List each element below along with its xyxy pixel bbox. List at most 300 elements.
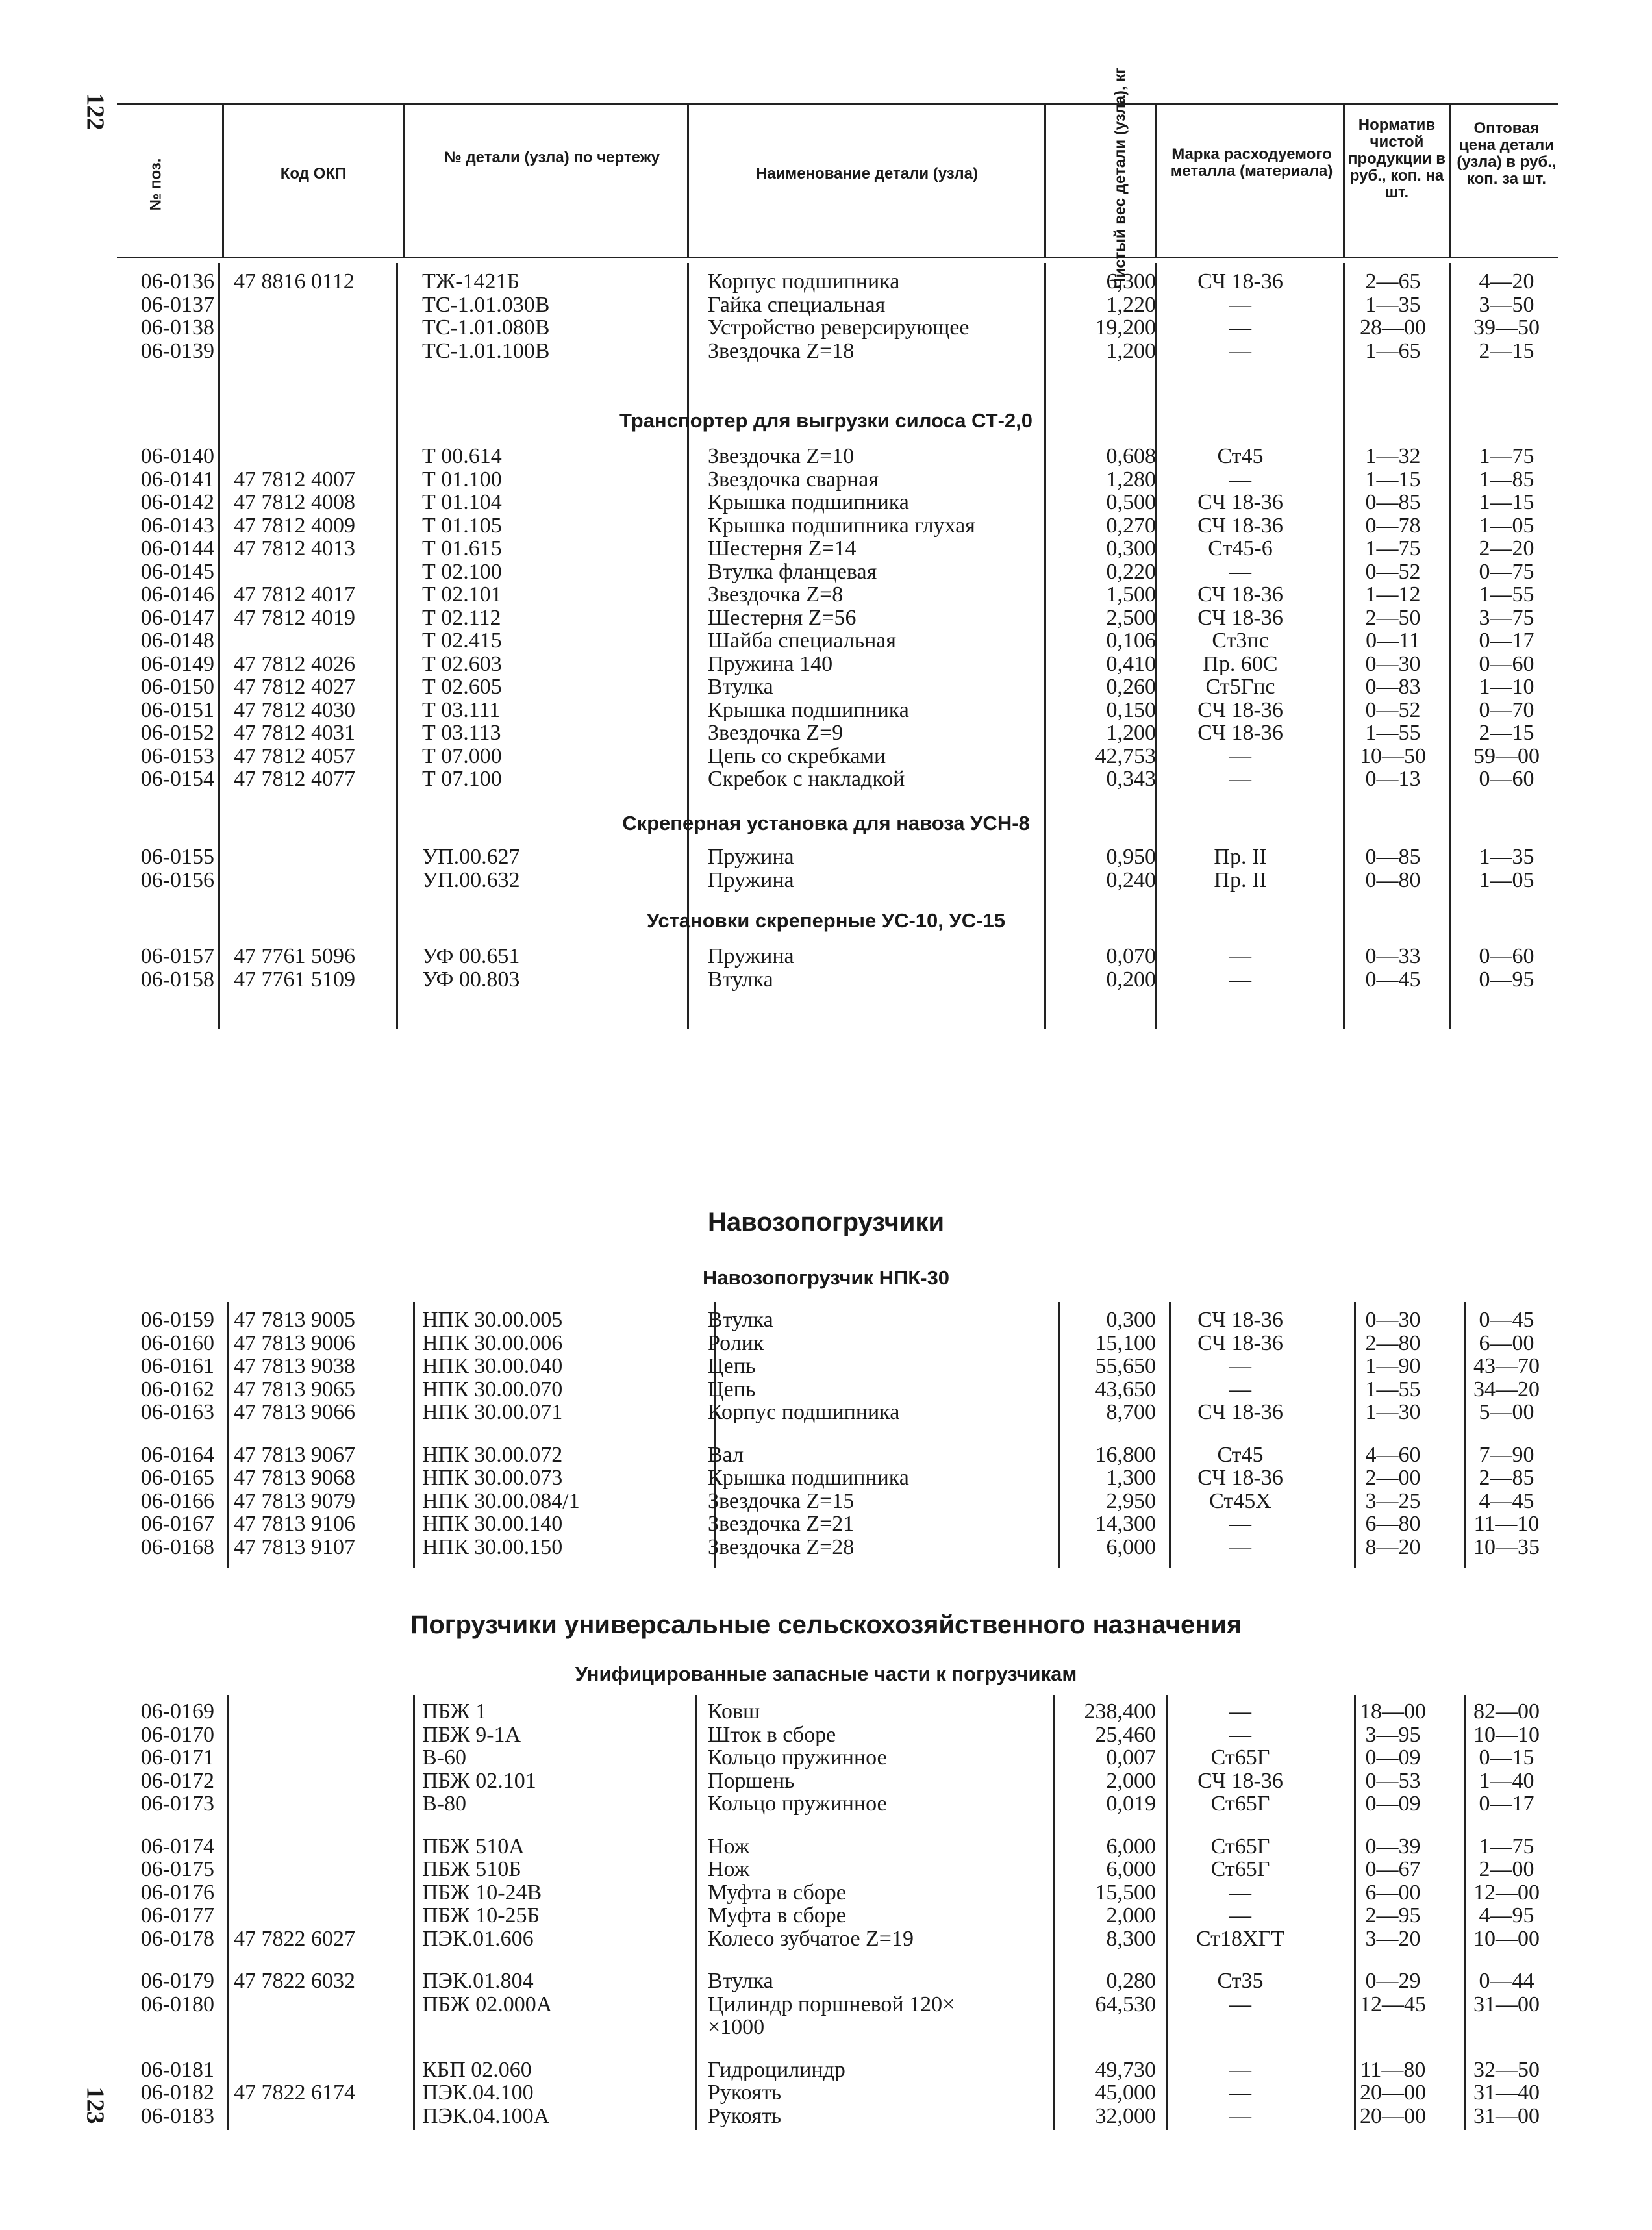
wholesale-price: 10—00 [1473, 1926, 1540, 1951]
header-norm: Норматив чистой продукции в руб., коп. на шт. [1347, 116, 1446, 201]
net-weight: 0,106 [1106, 629, 1156, 653]
part-name: Звездочка Z=28 [708, 1535, 855, 1559]
table-row [0, 945, 1652, 968]
part-name: Втулка [708, 1308, 773, 1332]
position-number: 06-0151 [140, 697, 214, 722]
norm-value: 12—45 [1360, 1992, 1426, 2016]
position-number: 06-0181 [140, 2057, 214, 2082]
table-row [0, 340, 1652, 363]
part-name: Кольцо пружинное [708, 1792, 887, 1816]
wholesale-price: 0—15 [1479, 1746, 1534, 1770]
position-number: 06-0149 [140, 651, 214, 676]
wholesale-price: 2—15 [1479, 721, 1534, 745]
wholesale-price: 6—00 [1479, 1331, 1534, 1355]
header-price: Оптовая цена детали (узла) в руб., коп. за шт. [1457, 119, 1557, 188]
okp-code: 47 7813 9065 [234, 1377, 355, 1401]
wholesale-price: 1—05 [1479, 868, 1534, 892]
part-name: Шестерня Z=56 [708, 605, 857, 630]
net-weight: 0,240 [1106, 868, 1156, 892]
net-weight: 16,800 [1095, 1442, 1156, 1467]
detail-number: ПБЖ 1 [422, 1699, 487, 1723]
position-number: 06-0167 [140, 1512, 214, 1536]
table-row [0, 1378, 1652, 1401]
table-row [0, 1858, 1652, 1881]
table-row [0, 2105, 1652, 2128]
part-name: Цепь [708, 1377, 756, 1401]
position-number: 06-0158 [140, 967, 214, 992]
detail-number: В-60 [422, 1746, 466, 1770]
header-top-rule [117, 103, 1558, 105]
wholesale-price: 3—50 [1479, 292, 1534, 317]
page-number-bottom: 123 [81, 2086, 109, 2124]
wholesale-price: 0—44 [1479, 1969, 1534, 1993]
detail-number: Т 07.100 [422, 767, 502, 791]
position-number: 06-0155 [140, 845, 214, 869]
wholesale-price: 1—55 [1479, 583, 1534, 607]
norm-value: 1—90 [1365, 1354, 1421, 1378]
wholesale-price: 12—00 [1473, 1880, 1540, 1905]
table-row [0, 1512, 1652, 1536]
okp-code: 47 7813 9068 [234, 1466, 355, 1490]
net-weight: 6,000 [1106, 1857, 1156, 1881]
norm-value: 1—15 [1365, 467, 1421, 492]
wholesale-price: 43—70 [1473, 1354, 1540, 1378]
part-name: Пружина 140 [708, 651, 833, 676]
position-number: 06-0138 [140, 316, 214, 340]
detail-number: Т 07.000 [422, 744, 502, 768]
norm-value: 2—00 [1365, 1466, 1421, 1490]
detail-number: УФ 00.651 [422, 944, 520, 968]
net-weight: 8,300 [1106, 1926, 1156, 1951]
wholesale-price: 0—60 [1479, 944, 1534, 968]
material-grade: — [1229, 1903, 1251, 1927]
norm-value: 1—35 [1365, 292, 1421, 317]
net-weight: 45,000 [1095, 2081, 1156, 2105]
detail-number: Т 01.105 [422, 513, 502, 538]
wholesale-price: 1—85 [1479, 467, 1534, 492]
position-number: 06-0170 [140, 1722, 214, 1747]
material-grade: Ст5Гпс [1205, 675, 1275, 699]
norm-value: 0—52 [1365, 559, 1421, 584]
part-name: Нож [708, 1834, 750, 1859]
norm-value: 0—45 [1365, 967, 1421, 992]
detail-number: ТС-1.01.100В [422, 338, 550, 363]
part-name: Пружина [708, 845, 794, 869]
header-weight: Чистый вес детали (узла), кг [1111, 67, 1129, 289]
table-row [0, 1970, 1652, 1993]
part-name: Рукоять [708, 2103, 782, 2128]
wholesale-price: 1—75 [1479, 444, 1534, 468]
okp-code: 47 7813 9066 [234, 1400, 355, 1424]
position-number: 06-0176 [140, 1880, 214, 1905]
detail-number: Т 02.100 [422, 559, 502, 584]
detail-number: Т 02.112 [422, 605, 501, 630]
net-weight: 2,000 [1106, 1768, 1156, 1793]
material-grade: — [1229, 559, 1251, 584]
wholesale-price: 39—50 [1473, 316, 1540, 340]
wholesale-price: 34—20 [1473, 1377, 1540, 1401]
detail-number: Т 03.111 [422, 697, 501, 722]
net-weight: 238,400 [1084, 1699, 1156, 1723]
parts-group-5 [0, 1700, 1652, 2127]
material-grade: — [1229, 1377, 1251, 1401]
table-row [0, 1490, 1652, 1513]
material-grade: Пр. II [1214, 845, 1267, 869]
norm-value: 0—30 [1365, 1308, 1421, 1332]
material-grade: СЧ 18-36 [1197, 1400, 1283, 1424]
net-weight: 6,000 [1106, 1535, 1156, 1559]
position-number: 06-0136 [140, 269, 214, 294]
wholesale-price: 4—45 [1479, 1488, 1534, 1513]
position-number: 06-0162 [140, 1377, 214, 1401]
material-grade: — [1229, 1535, 1251, 1559]
table-row [0, 2016, 1652, 2039]
material-grade: СЧ 18-36 [1197, 721, 1283, 745]
material-grade: Ст45-6 [1208, 536, 1273, 560]
norm-value: 6—80 [1365, 1512, 1421, 1536]
material-grade: Пр. 60С [1203, 651, 1278, 676]
parts-group-2 [0, 846, 1652, 892]
detail-number: ТЖ-1421Б [422, 269, 520, 294]
okp-code: 47 7813 9107 [234, 1535, 355, 1559]
wholesale-price: 0—17 [1479, 629, 1534, 653]
detail-number: ПБЖ 02.000А [422, 1992, 553, 2016]
position-number: 06-0152 [140, 721, 214, 745]
material-grade: — [1229, 316, 1251, 340]
material-grade: Ст45 [1217, 1442, 1264, 1467]
net-weight: 0,150 [1106, 697, 1156, 722]
wholesale-price: 0—60 [1479, 651, 1534, 676]
okp-code: 47 7812 4008 [234, 490, 355, 514]
wholesale-price: 0—70 [1479, 697, 1534, 722]
table-row [0, 294, 1652, 317]
table-row [0, 1770, 1652, 1793]
page-number-top: 122 [81, 93, 109, 131]
table-row [0, 869, 1652, 892]
table-row [0, 745, 1652, 768]
net-weight: 15,100 [1095, 1331, 1156, 1355]
position-number: 06-0173 [140, 1792, 214, 1816]
table-row [0, 270, 1652, 294]
norm-value: 2—50 [1365, 605, 1421, 630]
parts-group-0 [0, 270, 1652, 362]
part-name: Втулка [708, 967, 773, 992]
okp-code: 47 7813 9106 [234, 1512, 355, 1536]
wholesale-price: 1—10 [1479, 675, 1534, 699]
position-number: 06-0179 [140, 1969, 214, 1993]
net-weight: 0,070 [1106, 944, 1156, 968]
detail-number: ПЭК.04.100А [422, 2103, 550, 2128]
header-divider [403, 104, 405, 257]
wholesale-price: 31—00 [1473, 1992, 1540, 2016]
part-name: Шайба специальная [708, 629, 897, 653]
net-weight: 25,460 [1095, 1722, 1156, 1747]
norm-value: 1—75 [1365, 536, 1421, 560]
wholesale-price: 1—35 [1479, 845, 1534, 869]
okp-code: 47 7761 5109 [234, 967, 355, 992]
wholesale-price: 3—75 [1479, 605, 1534, 630]
net-weight: 0,500 [1106, 490, 1156, 514]
header-pos: № поз. [147, 158, 165, 211]
detail-number: ТС-1.01.080В [422, 316, 550, 340]
position-number: 06-0178 [140, 1926, 214, 1951]
material-grade: Ст3пс [1212, 629, 1269, 653]
net-weight: 15,500 [1095, 1880, 1156, 1905]
norm-value: 0—85 [1365, 490, 1421, 514]
net-weight: 1,300 [1106, 1466, 1156, 1490]
position-number: 06-0160 [140, 1331, 214, 1355]
position-number: 06-0146 [140, 583, 214, 607]
okp-code: 47 7813 9079 [234, 1488, 355, 1513]
material-grade: СЧ 18-36 [1197, 1308, 1283, 1332]
detail-number: НПК 30.00.140 [422, 1512, 563, 1536]
header-divider [1449, 104, 1451, 257]
detail-number: НПК 30.00.073 [422, 1466, 563, 1490]
table-row [0, 653, 1652, 676]
part-name: Звездочка Z=15 [708, 1488, 855, 1513]
part-name: Цепь [708, 1354, 756, 1378]
part-name: Корпус подшипника [708, 269, 900, 294]
position-number: 06-0157 [140, 944, 214, 968]
okp-code: 47 7812 4009 [234, 513, 355, 538]
wholesale-price: 0—45 [1479, 1308, 1534, 1332]
part-name: Крышка подшипника [708, 490, 909, 514]
detail-number: Т 03.113 [422, 721, 501, 745]
wholesale-price: 0—17 [1479, 1792, 1534, 1816]
material-grade: Ст65Г [1210, 1792, 1270, 1816]
detail-number: ПБЖ 9-1А [422, 1722, 521, 1747]
table-row [0, 1700, 1652, 1723]
net-weight: 8,700 [1106, 1400, 1156, 1424]
table-row [0, 1792, 1652, 1816]
net-weight: 1,220 [1106, 292, 1156, 317]
detail-number: Т 02.101 [422, 583, 502, 607]
material-grade: Ст65Г [1210, 1746, 1270, 1770]
table-row [0, 2081, 1652, 2105]
wholesale-price: 0—60 [1479, 767, 1534, 791]
net-weight: 0,300 [1106, 1308, 1156, 1332]
net-weight: 0,270 [1106, 513, 1156, 538]
position-number: 06-0183 [140, 2103, 214, 2128]
part-name: Вал [708, 1442, 744, 1467]
net-weight: 64,530 [1095, 1992, 1156, 2016]
material-grade: — [1229, 2081, 1251, 2105]
okp-code: 47 7812 4030 [234, 697, 355, 722]
part-name: Ролик [708, 1331, 764, 1355]
position-number: 06-0169 [140, 1699, 214, 1723]
material-grade: СЧ 18-36 [1197, 697, 1283, 722]
material-grade: СЧ 18-36 [1197, 490, 1283, 514]
norm-value: 4—60 [1365, 1442, 1421, 1467]
detail-number: ПБЖ 510Б [422, 1857, 521, 1881]
norm-value: 3—25 [1365, 1488, 1421, 1513]
table-row [0, 514, 1652, 538]
net-weight: 6,000 [1106, 1834, 1156, 1859]
wholesale-price: 1—05 [1479, 513, 1534, 538]
wholesale-price: 2—20 [1479, 536, 1534, 560]
net-weight: 0,019 [1106, 1792, 1156, 1816]
wholesale-price: 2—15 [1479, 338, 1534, 363]
material-grade: — [1229, 1512, 1251, 1536]
detail-number: НПК 30.00.006 [422, 1331, 563, 1355]
header-okp: Код ОКП [280, 165, 347, 182]
part-name: Муфта в сборе [708, 1880, 846, 1905]
norm-value: 2—95 [1365, 1903, 1421, 1927]
parts-group-1 [0, 445, 1652, 791]
norm-value: 20—00 [1360, 2103, 1426, 2128]
norm-value: 0—80 [1365, 868, 1421, 892]
norm-value: 1—30 [1365, 1400, 1421, 1424]
detail-number: УФ 00.803 [422, 967, 520, 992]
detail-number: Т 02.415 [422, 629, 502, 653]
part-name: Втулка [708, 675, 773, 699]
position-number: 06-0142 [140, 490, 214, 514]
norm-value: 11—80 [1360, 2057, 1426, 2082]
okp-code: 47 7813 9006 [234, 1331, 355, 1355]
material-grade: СЧ 18-36 [1197, 269, 1283, 294]
net-weight: 1,200 [1106, 721, 1156, 745]
norm-value: 0—11 [1366, 629, 1420, 653]
detail-number: Т 02.603 [422, 651, 502, 676]
norm-value: 1—55 [1365, 721, 1421, 745]
table-row [0, 1332, 1652, 1355]
part-name: Втулка фланцевая [708, 559, 877, 584]
table-row [0, 1723, 1652, 1747]
net-weight: 0,410 [1106, 651, 1156, 676]
material-grade: Ст18ХГТ [1195, 1926, 1285, 1951]
part-name: Звездочка сварная [708, 467, 879, 492]
okp-code: 47 7812 4027 [234, 675, 355, 699]
okp-code: 47 7822 6032 [234, 1969, 355, 1993]
net-weight: 0,260 [1106, 675, 1156, 699]
net-weight: 0,343 [1106, 767, 1156, 791]
part-name: Устройство реверсирующее [708, 316, 970, 340]
detail-number: ПБЖ 510А [422, 1834, 525, 1859]
position-number: 06-0141 [140, 467, 214, 492]
net-weight: 0,950 [1106, 845, 1156, 869]
header-detail-no: № детали (узла) по чертежу [444, 149, 660, 166]
part-name: Гайка специальная [708, 292, 886, 317]
net-weight: 0,220 [1106, 559, 1156, 584]
detail-number: В-80 [422, 1792, 466, 1816]
wholesale-price: 10—10 [1473, 1722, 1540, 1747]
header-divider [1155, 104, 1157, 257]
part-name: Шестерня Z=14 [708, 536, 857, 560]
okp-code: 47 7813 9067 [234, 1442, 355, 1467]
section-subtitle: Унифицированные запасные части к погрузчикам [575, 1662, 1077, 1685]
material-grade: — [1229, 944, 1251, 968]
position-number: 06-0165 [140, 1466, 214, 1490]
part-name: Гидроцилиндр [708, 2057, 845, 2082]
norm-value: 0—30 [1365, 651, 1421, 676]
norm-value: 6—00 [1365, 1880, 1421, 1905]
okp-code: 47 7812 4019 [234, 605, 355, 630]
position-number: 06-0174 [140, 1834, 214, 1859]
norm-value: 2—65 [1365, 269, 1421, 294]
norm-value: 1—32 [1365, 444, 1421, 468]
norm-value: 1—65 [1365, 338, 1421, 363]
position-number: 06-0147 [140, 605, 214, 630]
norm-value: 0—09 [1365, 1746, 1421, 1770]
section-subtitle: Навозопогрузчик НПК-30 [702, 1266, 950, 1289]
table-row [0, 846, 1652, 869]
detail-number: НПК 30.00.084/1 [422, 1488, 580, 1513]
position-number: 06-0172 [140, 1768, 214, 1793]
part-name: Крышка подшипника [708, 1466, 909, 1490]
norm-value: 0—39 [1365, 1834, 1421, 1859]
material-grade: СЧ 18-36 [1197, 1466, 1283, 1490]
part-name: Муфта в сборе [708, 1903, 846, 1927]
net-weight: 32,000 [1095, 2103, 1156, 2128]
net-weight: 0,280 [1106, 1969, 1156, 1993]
okp-code: 47 7812 4031 [234, 721, 355, 745]
part-name: Пружина [708, 868, 794, 892]
norm-value: 2—80 [1365, 1331, 1421, 1355]
norm-value: 3—20 [1365, 1926, 1421, 1951]
part-name: Колесо зубчатое Z=19 [708, 1926, 914, 1951]
header-divider [1343, 104, 1345, 257]
okp-code: 47 7812 4013 [234, 536, 355, 560]
detail-number: НПК 30.00.071 [422, 1400, 563, 1424]
position-number: 06-0150 [140, 675, 214, 699]
net-weight: 1,200 [1106, 338, 1156, 363]
section-title: Навозопогрузчики [707, 1208, 945, 1236]
detail-number: ПБЖ 10-24В [422, 1880, 542, 1905]
wholesale-price: 32—50 [1473, 2057, 1540, 2082]
material-grade: — [1229, 967, 1251, 992]
detail-number: ПБЖ 10-25Б [422, 1903, 540, 1927]
net-weight: 49,730 [1095, 2057, 1156, 2082]
detail-number: ТС-1.01.030В [422, 292, 550, 317]
wholesale-price: 31—40 [1473, 2081, 1540, 2105]
table-row [0, 675, 1652, 699]
position-number: 06-0144 [140, 536, 214, 560]
material-grade: — [1229, 2057, 1251, 2082]
material-grade: Ст45 [1217, 444, 1264, 468]
section-subtitle: Транспортер для выгрузки силоса СТ-2,0 [619, 409, 1033, 432]
part-name: Цилиндр поршневой 120× [708, 1992, 955, 2016]
table-row [0, 468, 1652, 492]
net-weight: 0,007 [1106, 1746, 1156, 1770]
part-name: Звездочка Z=10 [708, 444, 855, 468]
wholesale-price: 2—85 [1479, 1466, 1534, 1490]
material-grade: Ст65Г [1210, 1834, 1270, 1859]
part-name: Звездочка Z=18 [708, 338, 855, 363]
material-grade: — [1229, 2103, 1251, 2128]
wholesale-price: 0—75 [1479, 559, 1534, 584]
norm-value: 18—00 [1360, 1699, 1426, 1723]
okp-code: 47 7812 4017 [234, 583, 355, 607]
position-number: 06-0180 [140, 1992, 214, 2016]
part-name: Корпус подшипника [708, 1400, 900, 1424]
table-row [0, 316, 1652, 340]
material-grade: СЧ 18-36 [1197, 1768, 1283, 1793]
position-number: 06-0140 [140, 444, 214, 468]
header-material: Марка расходуемого металла (материала) [1170, 145, 1333, 180]
net-weight: 6,300 [1106, 269, 1156, 294]
net-weight: 0,200 [1106, 967, 1156, 992]
material-grade: — [1229, 338, 1251, 363]
part-name: Цепь со скребками [708, 744, 886, 768]
detail-number: Т 01.615 [422, 536, 502, 560]
part-name: Кольцо пружинное [708, 1746, 887, 1770]
norm-value: 28—00 [1360, 316, 1426, 340]
norm-value: 0—09 [1365, 1792, 1421, 1816]
wholesale-price: 10—35 [1473, 1535, 1540, 1559]
position-number: 06-0171 [140, 1746, 214, 1770]
net-weight: 19,200 [1095, 316, 1156, 340]
norm-value: 1—55 [1365, 1377, 1421, 1401]
